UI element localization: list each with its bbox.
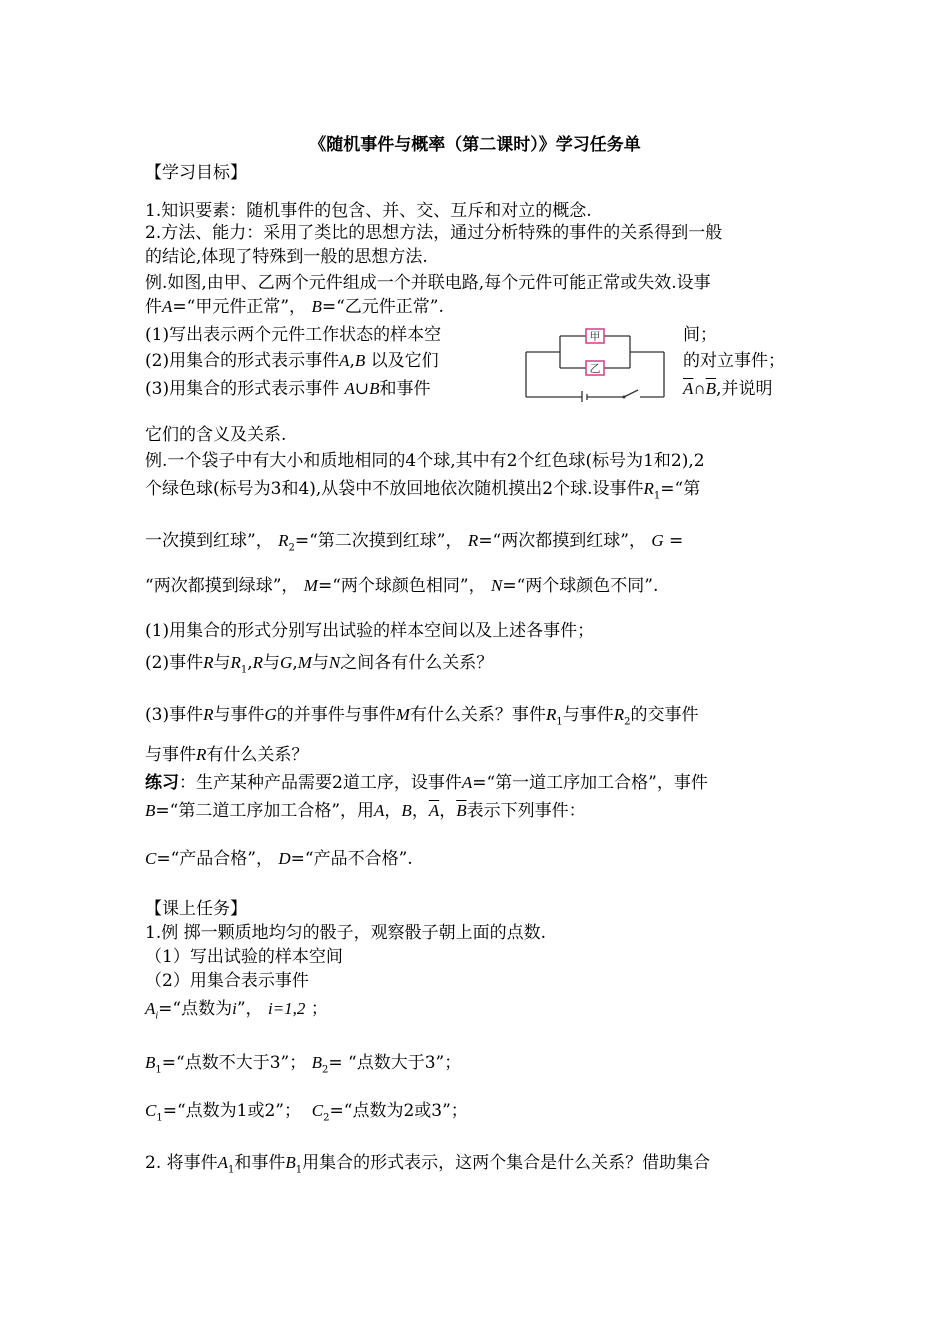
example-1-q1: (1)写出表示两个元件工作状态的样本空 — [145, 325, 442, 345]
example-2-line-1: 例.一个袋子中有大小和质地相同的4个球,其中有2个红色球(标号为1和2),2 — [145, 451, 705, 471]
parallel-circuit-diagram — [520, 322, 670, 402]
page-title: 《随机事件与概率（第二课时）》学习任务单 — [309, 135, 641, 155]
event-A-i: $A_i=“$点数为i”， i=1,2 ； — [145, 999, 328, 1022]
section-tasks-heading: 【课上任务】 — [145, 899, 247, 919]
example-1-q2-end: 的对立事件； — [683, 351, 785, 371]
practice-line-3: C=“产品合格”， D=“产品不合格”. — [145, 849, 413, 869]
example-2-q1: (1)用集合的形式分别写出试验的样本空间以及上述各事件； — [145, 621, 595, 641]
example-1-q3: (3)用集合的形式表示事件 A∪B和事件 — [145, 379, 431, 399]
section-goals-heading: 【学习目标】 — [145, 163, 247, 183]
events-C: $C_1=“$点数为1或2”； $C_2=“$点数为2或3”； — [145, 1101, 468, 1124]
example-2-q3-continued: 与事件R有什么关系？ — [145, 745, 309, 765]
task-1: 1.例 掷一颗质地均匀的骰子，观察骰子朝上面的点数. — [145, 923, 547, 943]
component-yi-label: 乙 — [589, 362, 601, 375]
task-2: 2. 将事件$A_1$和事件$B_1$用集合的形式表示，这两个集合是什么关系？借助集合 — [145, 1153, 711, 1176]
example-2-line-3: 一次摸到红球”， $R_2=“$第二次摸到红球”， R=“两次都摸到红球”， G = — [145, 531, 684, 554]
goal-2-line-2: 的结论,体现了特殊到一般的思想方法. — [145, 247, 428, 267]
switch-pivot — [623, 396, 626, 399]
example-1-q3-continued: 它们的含义及关系. — [145, 425, 287, 445]
task-1-q1: （1）写出试验的样本空间 — [145, 947, 343, 967]
example-2-q3: (3)事件R与事件G的并事件与事件M有什么关系？事件$R_1$与事件$R_2$的交事件 — [145, 705, 699, 728]
goal-1: 1.知识要素：随机事件的包含、并、交、互斥和对立的概念. — [145, 201, 592, 221]
events-B: $B_1=“$点数不大于3”； $B_2=$ “点数大于3”； — [145, 1053, 462, 1076]
example-2-line-4: “两次都摸到绿球”， M=“两个球颜色相同”， N=“两个球颜色不同”. — [145, 576, 659, 596]
example-1-q3-end: $\overline{A}\cap\overline{B}$,并说明 — [683, 379, 773, 399]
practice-line-2: B=“第二道工序加工合格”，用A，B，$\overline{A}$，$\overline{B}$表示下列事件： — [145, 801, 586, 821]
example-1-line-1: 例.如图,由甲、乙两个元件组成一个并联电路,每个元件可能正常或失效.设事 — [145, 273, 711, 293]
example-1-line-2: 件A=“甲元件正常”， B=“乙元件正常”. — [145, 297, 444, 317]
practice-line-1: 练习：生产某种产品需要2道工序，设事件A=“第一道工序加工合格”，事件 — [145, 773, 708, 793]
example-2-q2: (2)事件R与$R_1,R$与G,M与N之间各有什么关系？ — [145, 653, 494, 676]
example-1-q1-end: 间； — [683, 325, 717, 345]
example-2-line-2: 个绿色球(标号为3和4),从袋中不放回地依次随机摸出2个球.设事件$R_1=“$第 — [145, 479, 701, 502]
example-1-q2: (2)用集合的形式表示事件A,B 以及它们 — [145, 351, 439, 371]
practice-label: 练习 — [145, 773, 179, 793]
component-jia-label: 甲 — [589, 330, 601, 343]
goal-2-line-1: 2.方法、能力：采用了类比的思想方法，通过分析特殊的事件的关系得到一般 — [145, 223, 723, 243]
task-1-q2: （2）用集合表示事件 — [145, 971, 309, 991]
